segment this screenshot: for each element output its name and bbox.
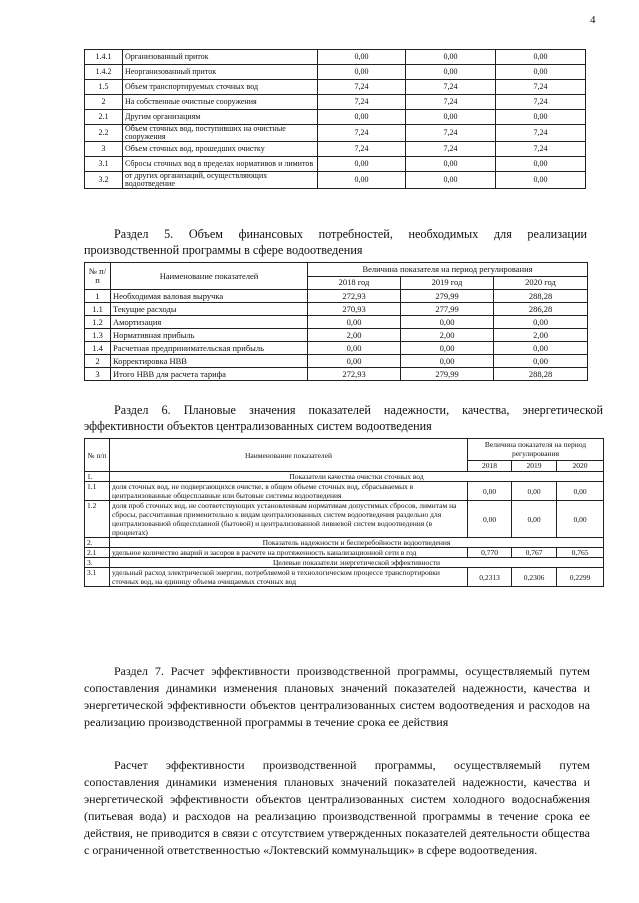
value-2018: 0,00	[318, 172, 406, 189]
row-number: 3.1	[85, 568, 110, 587]
value-2019: 0,00	[406, 157, 496, 172]
value-2018: 272,93	[308, 368, 401, 381]
table-row	[85, 342, 588, 355]
value-2018: 0,00	[468, 482, 512, 501]
value-2018: 0,00	[318, 157, 406, 172]
group-number: 1.	[85, 472, 110, 482]
year-header: 2018 год	[308, 276, 401, 290]
value-2020: 0,00	[557, 482, 604, 501]
row-name: Амортизация	[111, 316, 308, 329]
table-row	[85, 316, 588, 329]
value-2019: 279,99	[401, 290, 494, 303]
year-header: 2019	[512, 460, 557, 471]
row-number: 1.4.1	[85, 50, 123, 65]
group-number: 2.	[85, 538, 110, 548]
group-title: Показатели качества очистки сточных вод	[110, 472, 604, 482]
value-2020: 0,00	[557, 501, 604, 538]
row-name: Организованный приток	[123, 50, 318, 65]
value-2020: 288,28	[494, 368, 588, 381]
section6-heading	[84, 402, 603, 434]
table-row	[85, 142, 586, 157]
value-2019: 7,24	[406, 125, 496, 142]
row-name: Неорганизованный приток	[123, 65, 318, 80]
value-2020: 0,00	[494, 316, 588, 329]
value-2020: 0,765	[557, 548, 604, 558]
row-number: 1.4.2	[85, 65, 123, 80]
value-2019: 0,2306	[512, 568, 557, 587]
value-2018: 272,93	[308, 290, 401, 303]
value-2020: 0,00	[496, 50, 586, 65]
value-2018: 0,00	[308, 355, 401, 368]
value-2019: 7,24	[406, 142, 496, 157]
col-name-header: Наименование показателей	[111, 263, 308, 290]
value-2019: 279,99	[401, 368, 494, 381]
volume-table	[84, 49, 586, 189]
row-number: 2	[85, 95, 123, 110]
value-2020: 0,00	[496, 172, 586, 189]
value-2018: 0,770	[468, 548, 512, 558]
row-name: Текущие расходы	[111, 303, 308, 316]
value-2019: 0,00	[406, 50, 496, 65]
year-header: 2018	[468, 460, 512, 471]
value-2020: 0,00	[496, 110, 586, 125]
value-2020: 7,24	[496, 95, 586, 110]
row-number: 1.1	[85, 303, 111, 316]
value-2020: 2,00	[494, 329, 588, 342]
value-2018: 7,24	[318, 80, 406, 95]
financial-needs-table	[84, 262, 588, 381]
value-2019: 0,00	[406, 172, 496, 189]
value-2018: 0,00	[308, 316, 401, 329]
value-2019: 0,767	[512, 548, 557, 558]
row-name: Расчетная предпринимательская прибыль	[111, 342, 308, 355]
table-row	[85, 125, 586, 142]
year-header: 2020	[557, 460, 604, 471]
table-row	[85, 157, 586, 172]
value-2018: 270,93	[308, 303, 401, 316]
row-name: доля проб сточных вод, не соответствующих установленным нормативам допустимых сбросов, лимитам на сбросы, рассчитанная применительно к видам централизованных систем водоотведения раздельно для централизованной общесплавной (бытовой) и централизованной ливневой систем водоотведения (в процентах)	[110, 501, 468, 538]
table-row	[85, 110, 586, 125]
body-paragraph-text: Расчет эффективности производственной программы, осуществляемый путем сопоставления динамики изменения плановых значений показателей надежности, качества и энергетической эффективности объектов централизованных систем холодного водоснабжения (питьевая вода) и расходов на реализацию производственной программы в течение срока ее действия, не приводится в связи с отсутствием утвержденных показателей деятельности общества с ограниченной ответственностью «Локтевский коммунальщик» в сфере водоотведения.	[84, 758, 590, 857]
group-row	[85, 472, 604, 482]
row-number: 1	[85, 290, 111, 303]
row-name: от других организаций, осуществляющих водоотведение	[123, 172, 318, 189]
table-row	[85, 548, 604, 558]
col-group-header: Величина показателя на период регулирования	[468, 439, 604, 461]
value-2019: 277,99	[401, 303, 494, 316]
table-row	[85, 172, 586, 189]
value-2020: 7,24	[496, 125, 586, 142]
value-2018: 7,24	[318, 142, 406, 157]
table-row	[85, 80, 586, 95]
row-number: 1.2	[85, 316, 111, 329]
table-row	[85, 501, 604, 538]
section5-heading	[84, 226, 587, 258]
value-2018: 7,24	[318, 125, 406, 142]
value-2019: 0,00	[401, 342, 494, 355]
value-2020: 0,00	[496, 157, 586, 172]
row-number: 1.3	[85, 329, 111, 342]
row-name: удельное количество аварий и засоров в расчете на протяженность канализационной сети в год	[110, 548, 468, 558]
row-number: 1.4	[85, 342, 111, 355]
table-row	[85, 368, 588, 381]
value-2020: 7,24	[496, 142, 586, 157]
value-2018: 0,00	[308, 342, 401, 355]
row-number: 2.1	[85, 110, 123, 125]
table-row	[85, 482, 604, 501]
year-header: 2019 год	[401, 276, 494, 290]
body-paragraph	[84, 757, 590, 859]
table-row	[85, 290, 588, 303]
table-row	[85, 329, 588, 342]
value-2019: 0,00	[512, 501, 557, 538]
group-row	[85, 558, 604, 568]
group-number: 3.	[85, 558, 110, 568]
value-2020: 0,00	[494, 355, 588, 368]
value-2020: 7,24	[496, 80, 586, 95]
section7-title: Расчет эффективности производственной программы, осуществляемый путем сопоставления динамики изменения плановых значений показателей надежности, качества и энергетической эффективности объектов централизованных систем водоотведения и расходов на реализацию производственной программы в течение срока ее действия	[84, 664, 590, 729]
row-name: Нормативная прибыль	[111, 329, 308, 342]
section7-heading	[84, 663, 590, 731]
value-2019: 0,00	[512, 482, 557, 501]
section5-title: Объем финансовых потребностей, необходимых для реализации производственной программы в сфере водоотведения	[84, 227, 587, 257]
group-title: Показатель надежности и бесперебойности водоотведения	[110, 538, 604, 548]
value-2018: 0,00	[318, 110, 406, 125]
col-num-header: № п/п	[85, 263, 111, 290]
section7-label: Раздел 7.	[114, 664, 164, 678]
col-name-header: Наименование показателей	[110, 439, 468, 472]
value-2018: 0,2313	[468, 568, 512, 587]
row-name: Другим организациям	[123, 110, 318, 125]
value-2019: 2,00	[401, 329, 494, 342]
row-name: Итого НВВ для расчета тарифа	[111, 368, 308, 381]
page-number: 4	[590, 14, 596, 26]
row-number: 2.1	[85, 548, 110, 558]
group-row	[85, 538, 604, 548]
value-2020: 0,00	[494, 342, 588, 355]
table-row	[85, 568, 604, 587]
value-2020: 0,2299	[557, 568, 604, 587]
value-2018: 0,00	[318, 65, 406, 80]
col-group-header: Величина показателя на период регулирования	[308, 263, 588, 277]
table-row	[85, 65, 586, 80]
group-title: Целевые показатели энергетической эффективности	[110, 558, 604, 568]
value-2019: 7,24	[406, 80, 496, 95]
row-name: Объем сточных вод, поступивших на очистные сооружения	[123, 125, 318, 142]
row-number: 2	[85, 355, 111, 368]
value-2020: 286,28	[494, 303, 588, 316]
row-number: 1.5	[85, 80, 123, 95]
row-name: Корректировка НВВ	[111, 355, 308, 368]
row-number: 2.2	[85, 125, 123, 142]
table-row	[85, 303, 588, 316]
value-2018: 0,00	[318, 50, 406, 65]
section5-label: Раздел 5.	[114, 227, 174, 241]
value-2018: 0,00	[468, 501, 512, 538]
value-2019: 0,00	[401, 316, 494, 329]
section6-title: Плановые значения показателей надежности, качества, энергетической эффективности объектов централизованных систем водоотведения	[84, 403, 604, 433]
row-name: Объем транспортируемых сточных вод	[123, 80, 318, 95]
row-name: Необходимая валовая выручка	[111, 290, 308, 303]
table-row	[85, 50, 586, 65]
section6-label: Раздел 6.	[114, 403, 171, 417]
table-row	[85, 95, 586, 110]
row-name: удельный расход электрической энергии, потребляемой в технологическом процессе транспортировки сточных вод, на единицу объема очищаемых сточных вод	[110, 568, 468, 587]
row-name: Объем сточных вод, прошедших очистку	[123, 142, 318, 157]
year-header: 2020 год	[494, 276, 588, 290]
row-number: 3.2	[85, 172, 123, 189]
value-2019: 0,00	[401, 355, 494, 368]
value-2019: 0,00	[406, 65, 496, 80]
value-2020: 0,00	[496, 65, 586, 80]
value-2019: 7,24	[406, 95, 496, 110]
row-name: На собственные очистные сооружения	[123, 95, 318, 110]
row-name: доля сточных вод, не подвергающихся очистке, в общем объеме сточных вод, сбрасываемых в централизованные общесплавные или бытовые системы водоотведения	[110, 482, 468, 501]
col-num-header: № п/п	[85, 439, 110, 472]
table-row	[85, 355, 588, 368]
indicators-table	[84, 438, 604, 587]
row-name: Сбросы сточных вод в пределах нормативов и лимитов	[123, 157, 318, 172]
row-number: 3	[85, 368, 111, 381]
value-2019: 0,00	[406, 110, 496, 125]
value-2018: 2,00	[308, 329, 401, 342]
row-number: 3.1	[85, 157, 123, 172]
row-number: 1.2	[85, 501, 110, 538]
row-number: 1.1	[85, 482, 110, 501]
row-number: 3	[85, 142, 123, 157]
value-2020: 288,28	[494, 290, 588, 303]
value-2018: 7,24	[318, 95, 406, 110]
